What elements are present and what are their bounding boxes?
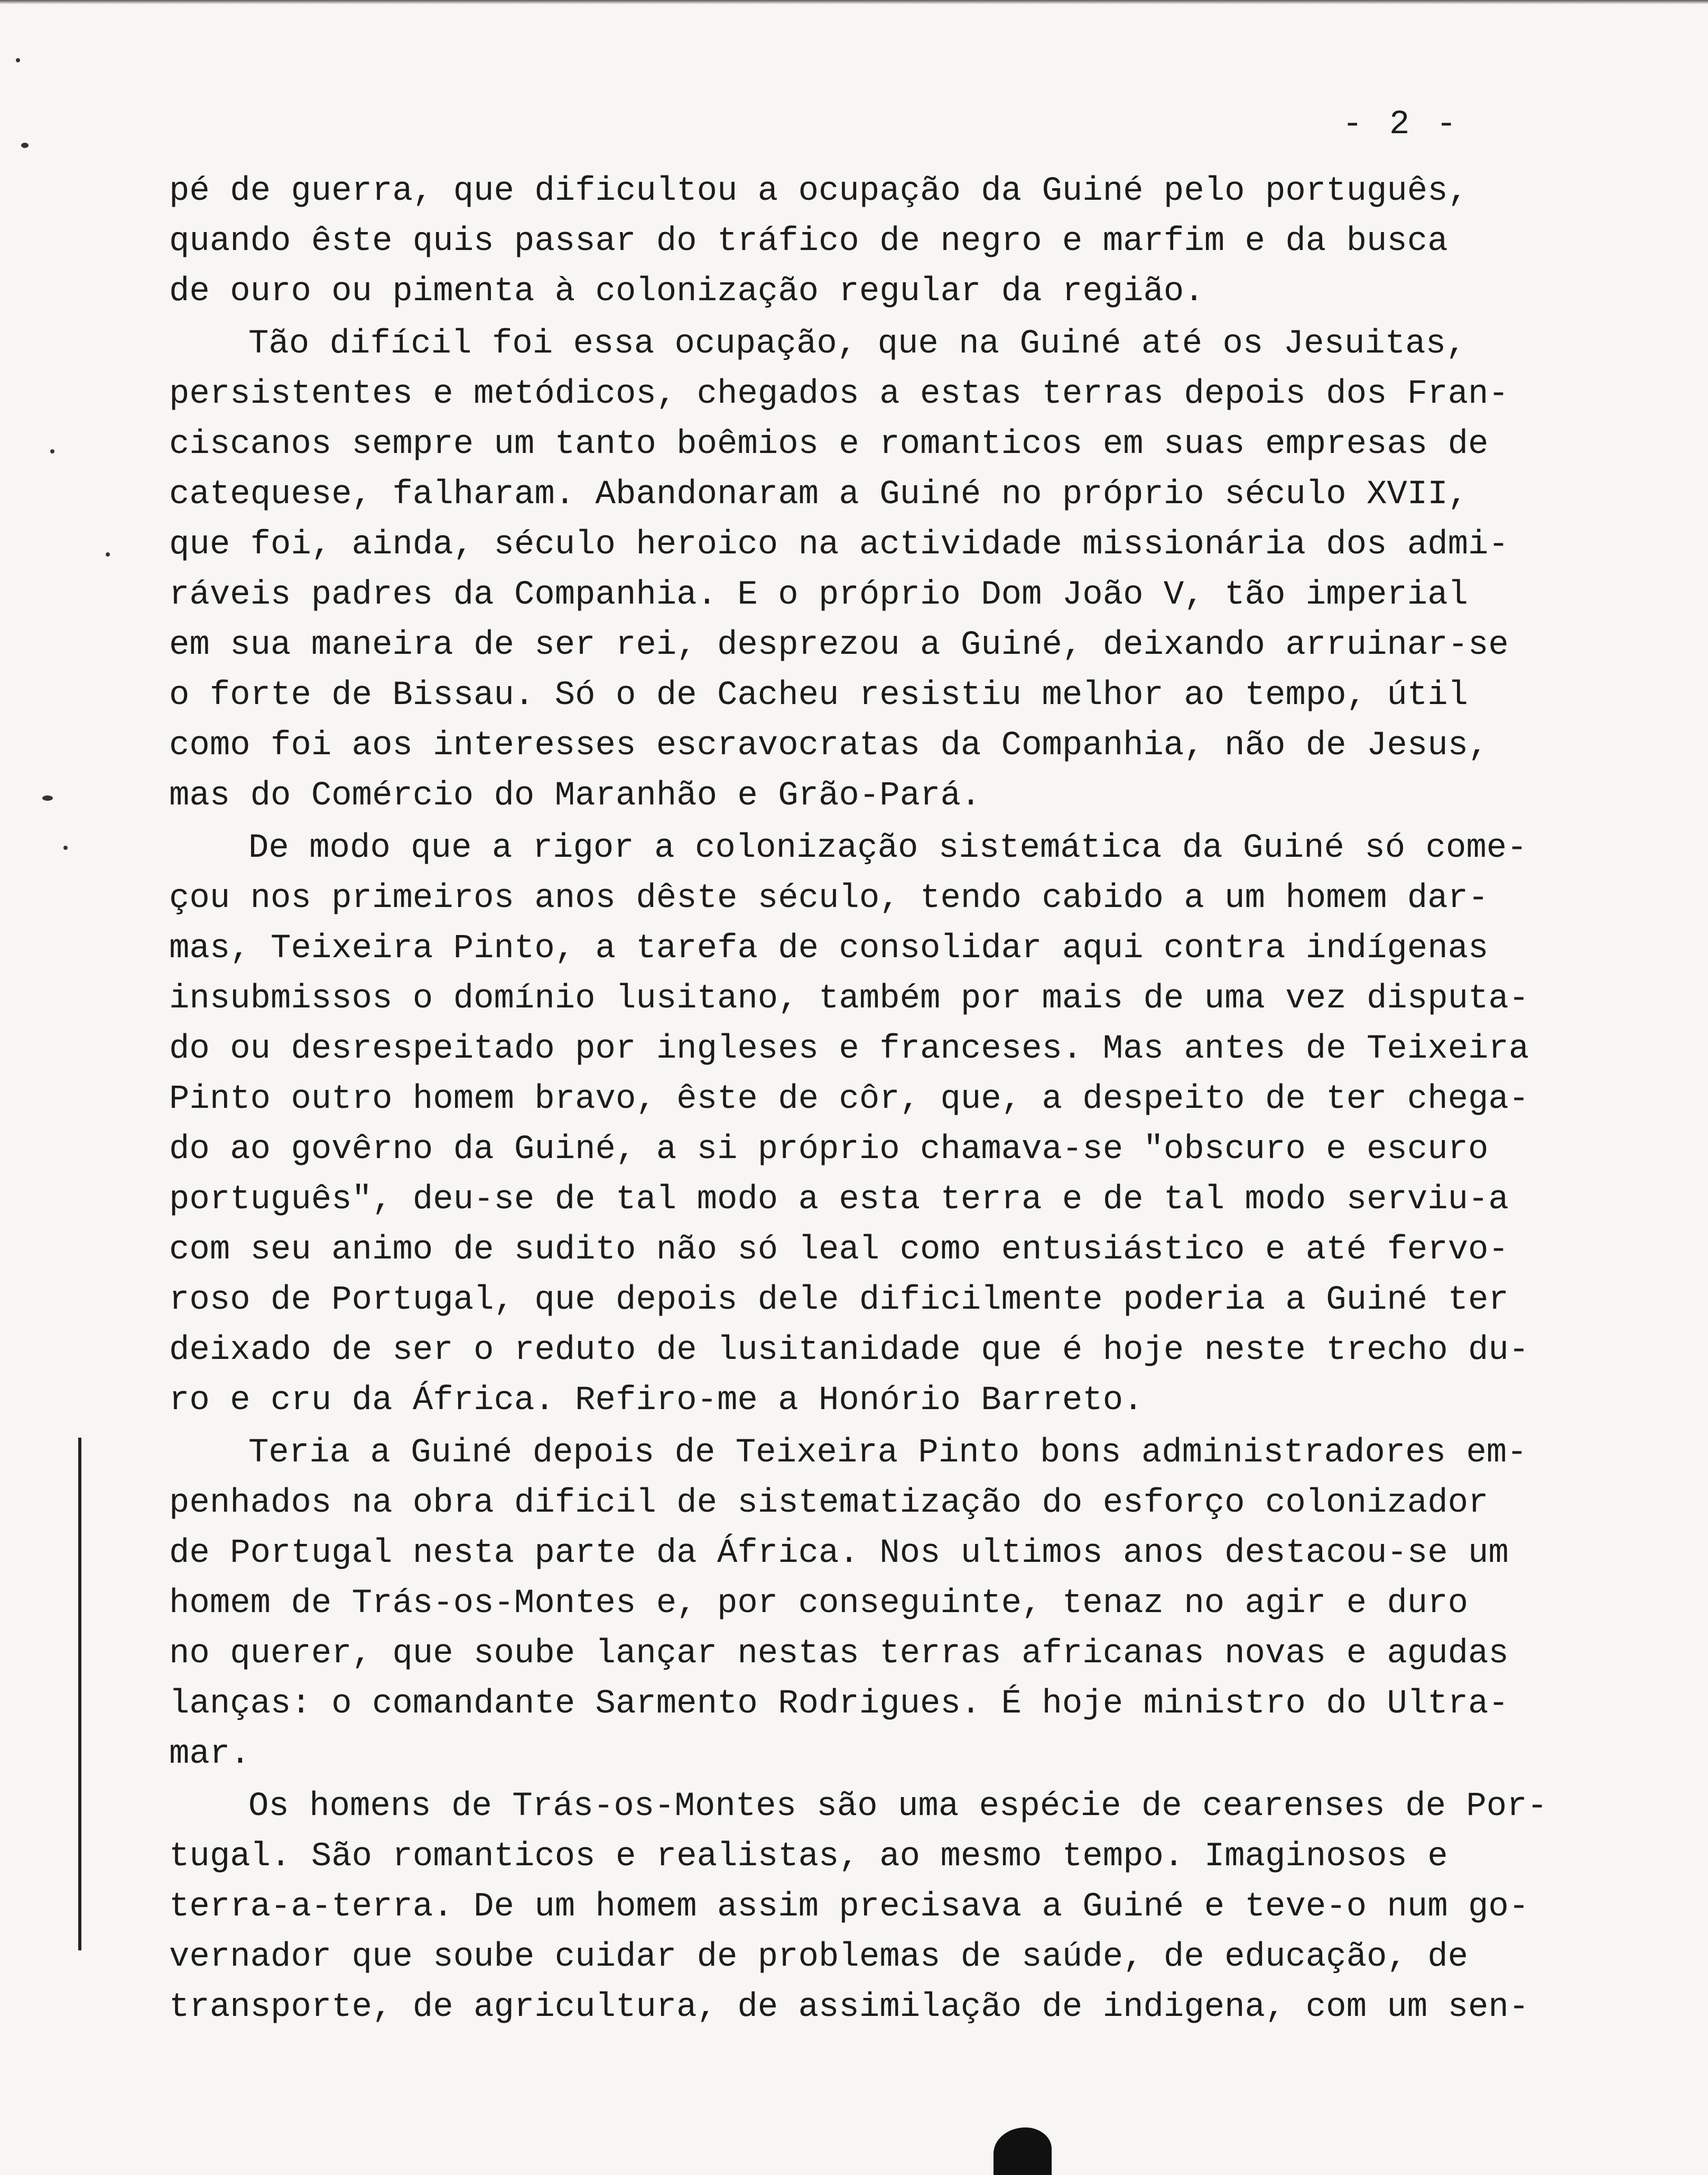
scan-speck (16, 58, 20, 62)
text-line: com seu animo de sudito não só leal como entusiástico e até fervo- (169, 1231, 1509, 1269)
text-line: Tão difícil foi essa ocupação, que na Guiné até os Jesuitas, (248, 325, 1466, 363)
paragraph (169, 823, 1607, 1426)
text-line: De modo que a rigor a colonização sistemática da Guiné só come- (248, 829, 1527, 867)
text-line: no querer, que soube lançar nestas terras africanas novas e agudas (169, 1635, 1509, 1673)
paragraph (169, 1428, 1607, 1780)
page-number: - 2 - (1342, 106, 1460, 144)
paragraph (169, 166, 1607, 317)
text-line: do ou desrespeitado por ingleses e franceses. Mas antes de Teixeira (169, 1030, 1529, 1068)
scan-top-edge (0, 0, 1708, 4)
text-line: persistentes e metódicos, chegados a estas terras depois dos Fran- (169, 375, 1509, 413)
text-line: de ouro ou pimenta à colonização regular da região. (169, 273, 1204, 311)
text-line: deixado de ser o reduto de lusitanidade que é hoje neste trecho du- (169, 1331, 1529, 1369)
ink-blot (994, 2127, 1052, 2175)
text-line: português", deu-se de tal modo a esta terra e de tal modo serviu-a (169, 1181, 1509, 1219)
text-line: em sua maneira de ser rei, desprezou a Guiné, deixando arruinar-se (169, 626, 1509, 664)
text-line: ciscanos sempre um tanto boêmios e romanticos em suas empresas de (169, 425, 1489, 464)
text-line: Pinto outro homem bravo, êste de côr, que, a despeito de ter chega- (169, 1080, 1529, 1118)
text-line: catequese, falharam. Abandonaram a Guiné no próprio século XVII, (169, 476, 1468, 514)
text-line: homem de Trás-os-Montes e, por conseguinte, tenaz no agir e duro (169, 1585, 1468, 1623)
text-line: mas do Comércio do Maranhão e Grão-Pará. (169, 777, 981, 815)
text-line: ro e cru da África. Refiro-me a Honório Barreto. (169, 1382, 1144, 1420)
scan-speck (21, 143, 29, 148)
scan-speck (50, 449, 54, 453)
text-line: que foi, ainda, século heroico na actividade missionária dos admi- (169, 526, 1509, 564)
text-line: Teria a Guiné depois de Teixeira Pinto bons administradores em- (248, 1434, 1527, 1472)
text-line: roso de Portugal, que depois dele dificilmente poderia a Guiné ter (169, 1281, 1509, 1319)
margin-pencil-mark (78, 1438, 81, 1950)
text-line: ráveis padres da Companhia. E o próprio Dom João V, tão imperial (169, 576, 1468, 614)
text-line: terra-a-terra. De um homem assim precisava a Guiné e teve-o num go- (169, 1888, 1529, 1926)
text-line: do ao govêrno da Guiné, a si próprio chamava-se "obscuro e escuro (169, 1131, 1489, 1169)
scan-speck (42, 795, 53, 801)
paragraph (169, 319, 1607, 821)
text-line: penhados na obra dificil de sistematização do esforço colonizador (169, 1484, 1489, 1522)
scan-speck (106, 552, 110, 557)
text-line: mas, Teixeira Pinto, a tarefa de consolidar aqui contra indígenas (169, 930, 1489, 968)
body-text (169, 166, 1607, 2033)
text-line: transporte, de agricultura, de assimilação de indigena, com um sen- (169, 1988, 1529, 2026)
scan-speck (63, 846, 68, 850)
text-line: como foi aos interesses escravocratas da Companhia, não de Jesus, (169, 727, 1489, 765)
text-line: pé de guerra, que dificultou a ocupação da Guiné pelo português, (169, 172, 1468, 210)
text-line: insubmissos o domínio lusitano, também por mais de uma vez disputa- (169, 980, 1529, 1018)
paragraph (169, 1782, 1607, 2033)
text-line: quando êste quis passar do tráfico de negro e marfim e da busca (169, 223, 1448, 261)
text-line: çou nos primeiros anos dêste século, tendo cabido a um homem dar- (169, 880, 1489, 918)
text-line: de Portugal nesta parte da África. Nos ultimos anos destacou-se um (169, 1534, 1509, 1572)
text-line: mar. (169, 1735, 250, 1773)
text-line: o forte de Bissau. Só o de Cacheu resistiu melhor ao tempo, útil (169, 677, 1468, 715)
text-line: Os homens de Trás-os-Montes são uma espécie de cearenses de Por- (248, 1788, 1547, 1826)
text-line: lanças: o comandante Sarmento Rodrigues. É hoje ministro do Ultra- (169, 1685, 1509, 1723)
text-line: tugal. São romanticos e realistas, ao mesmo tempo. Imaginosos e (169, 1838, 1448, 1876)
text-line: vernador que soube cuidar de problemas de saúde, de educação, de (169, 1938, 1468, 1976)
